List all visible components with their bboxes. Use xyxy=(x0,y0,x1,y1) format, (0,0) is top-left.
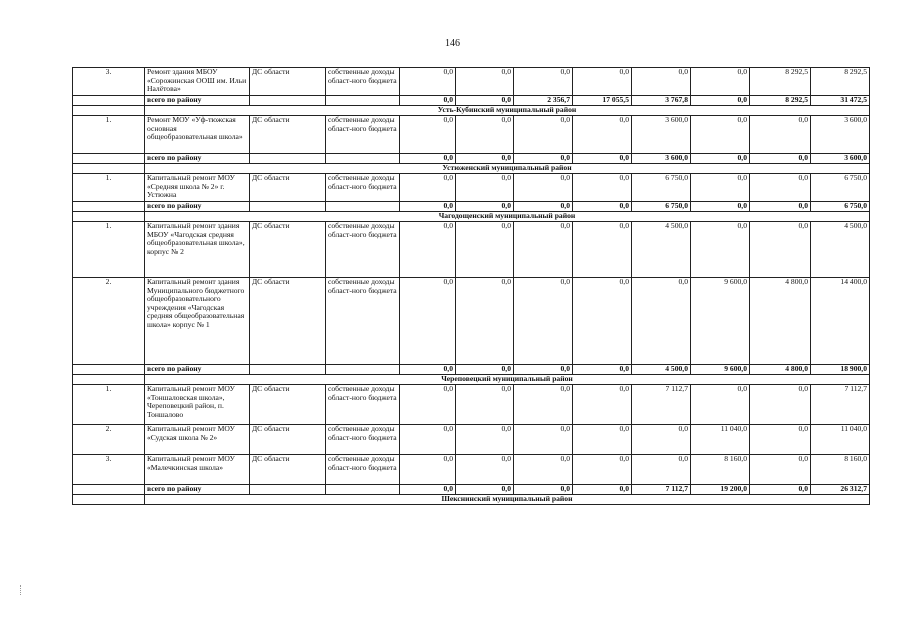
empty-cell xyxy=(73,96,145,106)
total-value-cell: 9 600,0 xyxy=(691,365,750,375)
value-cell: 0,0 xyxy=(456,116,514,154)
total-value-cell: 4 500,0 xyxy=(632,365,691,375)
value-cell: 0,0 xyxy=(632,455,691,485)
empty-cell xyxy=(73,485,145,495)
total-value-cell: 0,0 xyxy=(573,154,632,164)
value-cell: 0,0 xyxy=(400,222,456,278)
total-value-cell: 0,0 xyxy=(400,154,456,164)
table-row xyxy=(73,116,870,154)
total-value-cell: 0,0 xyxy=(456,96,514,106)
value-cell: 0,0 xyxy=(750,222,811,278)
value-cell: 0,0 xyxy=(573,222,632,278)
value-cell: 0,0 xyxy=(514,385,573,425)
value-cell: 0,0 xyxy=(632,425,691,455)
total-value-cell: 0,0 xyxy=(750,202,811,212)
value-cell: 6 750,0 xyxy=(811,174,870,202)
total-value-cell: 0,0 xyxy=(691,202,750,212)
total-value-cell: 0,0 xyxy=(573,202,632,212)
empty-cell xyxy=(73,154,145,164)
value-cell: 0,0 xyxy=(456,425,514,455)
value-cell: 0,0 xyxy=(750,425,811,455)
object-name-cell: Капитальный ремонт МОУ «Средняя школа № 2» г. Устюжна xyxy=(145,174,250,202)
total-value-cell: 0,0 xyxy=(456,485,514,495)
total-value-cell: 0,0 xyxy=(400,365,456,375)
total-value-cell: 2 356,7 xyxy=(514,96,573,106)
object-name-cell: Ремонт МОУ «Уф-тюжская основная общеобразовательная школа» xyxy=(145,116,250,154)
total-value-cell: 8 292,5 xyxy=(750,96,811,106)
value-cell: 0,0 xyxy=(750,455,811,485)
object-name-cell: Капитальный ремонт здания МБОУ «Чагодская средняя общеобразовательная школа», корпус № 2 xyxy=(145,222,250,278)
funding-source-cell: собственные доходы област-ного бюджета xyxy=(326,425,400,455)
empty-cell xyxy=(250,96,326,106)
value-cell: 0,0 xyxy=(750,116,811,154)
district-name: Усть-Кубинский муниципальный район xyxy=(145,106,870,116)
total-value-cell: 0,0 xyxy=(514,365,573,375)
empty-cell xyxy=(326,485,400,495)
value-cell: 14 400,0 xyxy=(811,278,870,365)
value-cell: 4 800,0 xyxy=(750,278,811,365)
page-edge-mark xyxy=(20,585,22,595)
total-value-cell: 6 750,0 xyxy=(632,202,691,212)
empty-cell xyxy=(73,164,145,174)
empty-cell xyxy=(73,375,145,385)
funding-source-cell: собственные доходы област-ного бюджета xyxy=(326,278,400,365)
district-name: Шекснинский муниципальный район xyxy=(145,495,870,505)
total-value-cell: 0,0 xyxy=(456,365,514,375)
object-name-cell: Капитальный ремонт МОУ «Тоншаловская школа», Череповецкий район, п. Тоншалово xyxy=(145,385,250,425)
value-cell: 0,0 xyxy=(456,455,514,485)
value-cell: 9 600,0 xyxy=(691,278,750,365)
district-header-row xyxy=(73,212,870,222)
table-row xyxy=(73,425,870,455)
table-row xyxy=(73,385,870,425)
district-header-row xyxy=(73,375,870,385)
value-cell: 3 600,0 xyxy=(811,116,870,154)
row-number: 2. xyxy=(73,278,145,365)
budget-table xyxy=(72,67,870,505)
value-cell: 8 160,0 xyxy=(691,455,750,485)
empty-cell xyxy=(326,365,400,375)
district-name: Череповецкий муниципальный район xyxy=(145,375,870,385)
total-value-cell: 31 472,5 xyxy=(811,96,870,106)
district-total-row xyxy=(73,96,870,106)
empty-cell xyxy=(73,365,145,375)
row-number: 1. xyxy=(73,222,145,278)
value-cell: 4 500,0 xyxy=(811,222,870,278)
empty-cell xyxy=(250,485,326,495)
total-label: всего по району xyxy=(145,485,250,495)
total-value-cell: 3 600,0 xyxy=(811,154,870,164)
value-cell: 0,0 xyxy=(573,385,632,425)
funding-source-cell: собственные доходы област-ного бюджета xyxy=(326,385,400,425)
empty-cell xyxy=(250,154,326,164)
total-value-cell: 0,0 xyxy=(400,202,456,212)
district-name: Чагодощенский муниципальный район xyxy=(145,212,870,222)
client-cell: ДС области xyxy=(250,174,326,202)
district-total-row xyxy=(73,485,870,495)
total-value-cell: 26 312,7 xyxy=(811,485,870,495)
total-label: всего по району xyxy=(145,154,250,164)
value-cell: 0,0 xyxy=(456,222,514,278)
total-value-cell: 0,0 xyxy=(514,154,573,164)
district-header-row xyxy=(73,495,870,505)
total-value-cell: 4 800,0 xyxy=(750,365,811,375)
value-cell: 0,0 xyxy=(632,68,691,96)
total-value-cell: 0,0 xyxy=(691,96,750,106)
total-value-cell: 0,0 xyxy=(400,485,456,495)
total-value-cell: 0,0 xyxy=(573,485,632,495)
value-cell: 7 112,7 xyxy=(811,385,870,425)
value-cell: 0,0 xyxy=(632,278,691,365)
row-number: 1. xyxy=(73,174,145,202)
object-name-cell: Капитальный ремонт МОУ «Малечкинская школа» xyxy=(145,455,250,485)
district-header-row xyxy=(73,164,870,174)
district-header-row xyxy=(73,106,870,116)
total-value-cell: 3 600,0 xyxy=(632,154,691,164)
row-number: 1. xyxy=(73,385,145,425)
value-cell: 0,0 xyxy=(400,455,456,485)
funding-source-cell: собственные доходы област-ного бюджета xyxy=(326,222,400,278)
total-label: всего по району xyxy=(145,202,250,212)
total-label: всего по району xyxy=(145,96,250,106)
value-cell: 8 292,5 xyxy=(811,68,870,96)
total-value-cell: 17 055,5 xyxy=(573,96,632,106)
funding-source-cell: собственные доходы област-ного бюджета xyxy=(326,116,400,154)
total-value-cell: 0,0 xyxy=(400,96,456,106)
total-value-cell: 0,0 xyxy=(456,202,514,212)
district-total-row xyxy=(73,365,870,375)
value-cell: 6 750,0 xyxy=(632,174,691,202)
table-row xyxy=(73,174,870,202)
total-value-cell: 3 767,8 xyxy=(632,96,691,106)
empty-cell xyxy=(73,212,145,222)
client-cell: ДС области xyxy=(250,68,326,96)
total-value-cell: 6 750,0 xyxy=(811,202,870,212)
row-number: 3. xyxy=(73,455,145,485)
row-number: 1. xyxy=(73,116,145,154)
client-cell: ДС области xyxy=(250,222,326,278)
value-cell: 0,0 xyxy=(573,455,632,485)
empty-cell xyxy=(250,202,326,212)
client-cell: ДС области xyxy=(250,116,326,154)
value-cell: 0,0 xyxy=(400,68,456,96)
object-name-cell: Капитальный ремонт здания Муниципального бюджетного общеобразовательного учреждения «Чагодская средняя общеобразовательная школа» корпус № 1 xyxy=(145,278,250,365)
empty-cell xyxy=(326,154,400,164)
value-cell: 0,0 xyxy=(691,68,750,96)
total-value-cell: 0,0 xyxy=(514,202,573,212)
funding-source-cell: собственные доходы област-ного бюджета xyxy=(326,68,400,96)
client-cell: ДС области xyxy=(250,425,326,455)
value-cell: 0,0 xyxy=(456,68,514,96)
empty-cell xyxy=(326,96,400,106)
value-cell: 0,0 xyxy=(750,174,811,202)
value-cell: 0,0 xyxy=(400,174,456,202)
total-value-cell: 19 200,0 xyxy=(691,485,750,495)
value-cell: 0,0 xyxy=(573,68,632,96)
value-cell: 11 040,0 xyxy=(691,425,750,455)
value-cell: 0,0 xyxy=(400,116,456,154)
row-number: 2. xyxy=(73,425,145,455)
empty-cell xyxy=(73,106,145,116)
value-cell: 0,0 xyxy=(456,278,514,365)
value-cell: 11 040,0 xyxy=(811,425,870,455)
value-cell: 0,0 xyxy=(514,68,573,96)
funding-source-cell: собственные доходы област-ного бюджета xyxy=(326,455,400,485)
table-row xyxy=(73,278,870,365)
value-cell: 0,0 xyxy=(456,385,514,425)
value-cell: 0,0 xyxy=(514,425,573,455)
value-cell: 0,0 xyxy=(691,385,750,425)
row-number: 3. xyxy=(73,68,145,96)
value-cell: 0,0 xyxy=(691,116,750,154)
table-row xyxy=(73,68,870,96)
client-cell: ДС области xyxy=(250,455,326,485)
value-cell: 0,0 xyxy=(573,116,632,154)
value-cell: 0,0 xyxy=(514,278,573,365)
value-cell: 8 292,5 xyxy=(750,68,811,96)
district-total-row xyxy=(73,202,870,212)
client-cell: ДС области xyxy=(250,278,326,365)
total-value-cell: 0,0 xyxy=(691,154,750,164)
empty-cell xyxy=(326,202,400,212)
empty-cell xyxy=(250,365,326,375)
value-cell: 4 500,0 xyxy=(632,222,691,278)
value-cell: 0,0 xyxy=(400,425,456,455)
value-cell: 0,0 xyxy=(750,385,811,425)
total-value-cell: 18 900,0 xyxy=(811,365,870,375)
empty-cell xyxy=(73,495,145,505)
value-cell: 0,0 xyxy=(514,455,573,485)
value-cell: 0,0 xyxy=(514,116,573,154)
total-value-cell: 0,0 xyxy=(750,154,811,164)
district-name: Устюженский муниципальный район xyxy=(145,164,870,174)
value-cell: 0,0 xyxy=(400,385,456,425)
value-cell: 0,0 xyxy=(691,174,750,202)
value-cell: 8 160,0 xyxy=(811,455,870,485)
value-cell: 0,0 xyxy=(514,174,573,202)
empty-cell xyxy=(73,202,145,212)
value-cell: 0,0 xyxy=(573,174,632,202)
table-row xyxy=(73,222,870,278)
value-cell: 7 112,7 xyxy=(632,385,691,425)
value-cell: 0,0 xyxy=(573,278,632,365)
funding-source-cell: собственные доходы област-ного бюджета xyxy=(326,174,400,202)
total-value-cell: 0,0 xyxy=(573,365,632,375)
total-label: всего по району xyxy=(145,365,250,375)
value-cell: 0,0 xyxy=(514,222,573,278)
value-cell: 3 600,0 xyxy=(632,116,691,154)
total-value-cell: 0,0 xyxy=(750,485,811,495)
page-number: 146 xyxy=(445,38,460,49)
table-row xyxy=(73,455,870,485)
value-cell: 0,0 xyxy=(573,425,632,455)
value-cell: 0,0 xyxy=(691,222,750,278)
total-value-cell: 0,0 xyxy=(456,154,514,164)
value-cell: 0,0 xyxy=(456,174,514,202)
total-value-cell: 7 112,7 xyxy=(632,485,691,495)
value-cell: 0,0 xyxy=(400,278,456,365)
object-name-cell: Ремонт здания МБОУ «Сорожинская ООШ им. Ильи Налётова» xyxy=(145,68,250,96)
client-cell: ДС области xyxy=(250,385,326,425)
object-name-cell: Капитальный ремонт МОУ «Судская школа № 2» xyxy=(145,425,250,455)
district-total-row xyxy=(73,154,870,164)
total-value-cell: 0,0 xyxy=(514,485,573,495)
